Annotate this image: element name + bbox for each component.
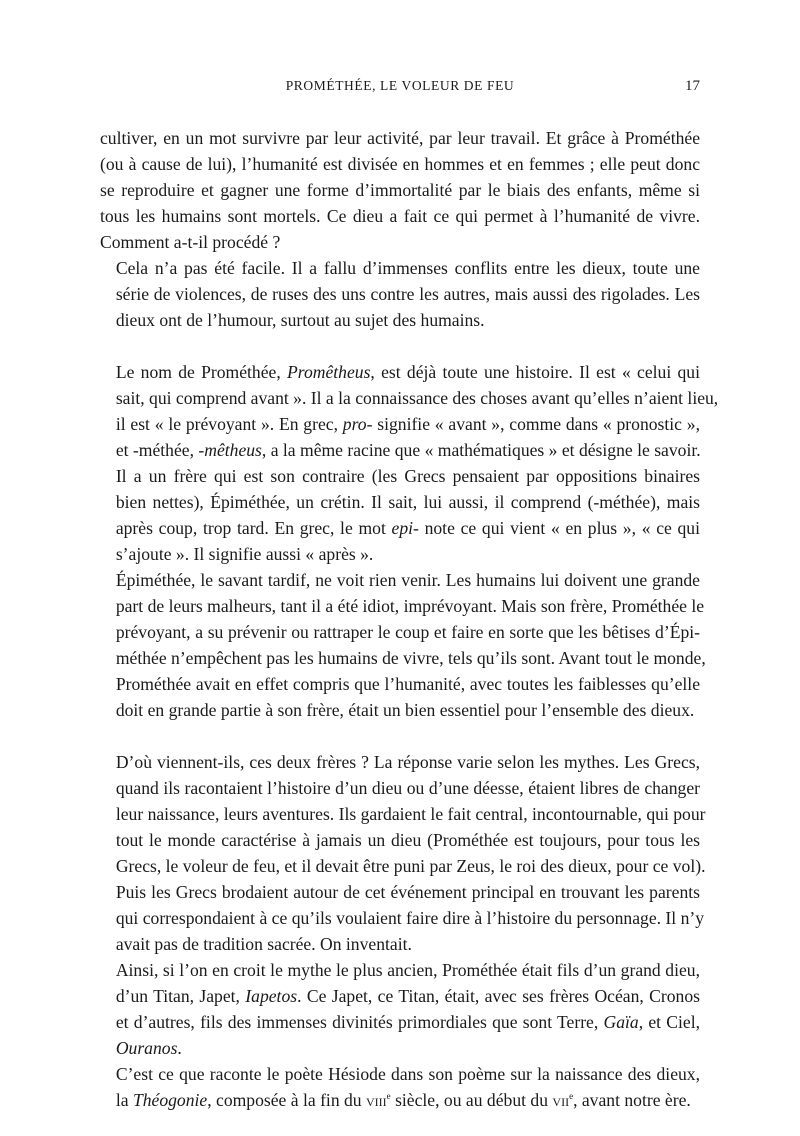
text-run: cultiver, en un mot survivre par leur activité, par leur travail. Et grâce à Prométhée: [100, 128, 700, 148]
text-line: [100, 619, 700, 645]
text-line: [100, 671, 700, 697]
text-line: [100, 957, 700, 983]
italic-term: Ouranos: [115, 1038, 178, 1058]
paragraph: [100, 125, 700, 255]
italic-term: Promêtheus: [287, 362, 371, 382]
superscript: e: [386, 1091, 391, 1101]
text-line: [100, 1061, 700, 1087]
roman-numeral: viii: [366, 1090, 387, 1110]
text-line: [100, 853, 706, 879]
text-line: [100, 931, 700, 957]
paragraph: [100, 463, 700, 567]
italic-term: pro-: [342, 414, 373, 434]
text-run: Cela n’a pas été facile. Il a fallu d’immenses conflits entre les dieux, toute une: [115, 258, 700, 278]
text-line: [100, 151, 700, 177]
text-run: , avant notre ère.: [573, 1090, 691, 1110]
text-line: [100, 229, 700, 255]
text-line: [100, 1009, 700, 1035]
text-run: tous les humains sont mortels. Ce dieu a fait ce qui permet à l’humanité de vivre.: [100, 206, 700, 226]
text-run: Épiméthée, le savant tardif, ne voit rien venir. Les humains lui doivent une grande: [115, 570, 700, 590]
text-run: , a la même racine que « mathématiques » et désigne le savoir.: [261, 440, 701, 460]
text-line: [100, 515, 700, 541]
running-head: [100, 78, 700, 102]
text-line: [100, 489, 700, 515]
superscript: e: [569, 1091, 574, 1101]
text-run: , est déjà toute une histoire. Il est « celui qui: [370, 362, 700, 382]
text-line: [100, 1087, 700, 1113]
text-line: [100, 437, 700, 463]
text-run: Ainsi, si l’on en croit le mythe le plus ancien, Prométhée était fils d’un grand dieu,: [115, 960, 700, 980]
text-run: s’ajoute ». Il signifie aussi « après ».: [115, 544, 374, 564]
text-line: [100, 281, 700, 307]
text-run: . Ce Japet, ce Titan, était, avec ses frères Océan, Cronos: [297, 986, 700, 1006]
text-line: [100, 749, 700, 775]
text-run: Prométhée avait en effet compris que l’humanité, avec toutes les faiblesses qu’elle: [115, 674, 700, 694]
text-line: [100, 645, 706, 671]
text-line: [100, 411, 700, 437]
text-run: tout le monde caractérise à jamais un dieu (Prométhée est toujours, pour tous les: [115, 830, 700, 850]
text-run: Le nom de Prométhée,: [115, 362, 288, 382]
text-line: [100, 385, 719, 411]
text-run: se reproduire et gagner une forme d’immortalité par le biais des enfants, même si: [100, 180, 700, 200]
text-run: doit en grande partie à son frère, était un bien essentiel pour l’ensemble des dieux.: [115, 700, 695, 720]
text-run: prévoyant, a su prévenir ou rattraper le coup et faire en sorte que les bêtises d’Épi-: [115, 622, 700, 642]
italic-term: epi-: [391, 518, 419, 538]
text-line: [100, 905, 705, 931]
text-line: [100, 593, 705, 619]
text-run: dieux ont de l’humour, surtout au sujet des humains.: [115, 310, 485, 330]
text-run: série de violences, de ruses des uns contre les autres, mais aussi des rigolades. Les: [115, 284, 700, 304]
text-line: [100, 1035, 700, 1061]
text-run: leur naissance, leurs aventures. Ils gardaient le fait central, incontournable, qui pour: [115, 804, 706, 824]
text-line: [100, 567, 700, 593]
text-line: [100, 307, 700, 333]
text-run: qui correspondaient à ce qu’ils voulaient faire dire à l’histoire du personnage. Il n’y: [115, 908, 705, 928]
text-run: D’où viennent-ils, ces deux frères ? La réponse varie selon les mythes. Les Grecs,: [115, 752, 700, 772]
paragraph: [100, 359, 719, 463]
text-line: [100, 203, 700, 229]
text-line: [100, 697, 700, 723]
text-line: [100, 827, 700, 853]
text-run: il est « le prévoyant ». En grec,: [115, 414, 343, 434]
text-line: [100, 541, 700, 567]
running-title: PROMÉTHÉE, LE VOLEUR DE FEU: [285, 78, 515, 93]
text-run: .: [177, 1038, 182, 1058]
text-run: d’un Titan, Japet,: [115, 986, 246, 1006]
text-run: , composée à la fin du: [207, 1090, 367, 1110]
text-run: méthée n’empêchent pas les humains de vivre, tels qu’ils sont. Avant tout le monde,: [115, 648, 706, 668]
italic-term: -mêtheus: [198, 440, 262, 460]
text-run: avait pas de tradition sacrée. On inventait.: [115, 934, 412, 954]
italic-term: Iapetos: [245, 986, 298, 1006]
text-line: [100, 879, 700, 905]
text-run: part de leurs malheurs, tant il a été idiot, imprévoyant. Mais son frère, Prométhée le: [115, 596, 705, 616]
text-line: [100, 463, 700, 489]
body-text: [100, 125, 719, 1113]
text-run: Grecs, le voleur de feu, et il devait être puni par Zeus, le roi des dieux, pour ce vol).: [115, 856, 706, 876]
text-run: bien nettes), Épiméthée, un crétin. Il sait, lui aussi, il comprend (-méthée), mais: [115, 492, 700, 512]
text-run: , et Ciel,: [638, 1012, 700, 1032]
paragraph: [100, 957, 700, 1061]
text-line: [100, 801, 706, 827]
text-line: [100, 255, 700, 281]
paragraph: [100, 749, 706, 957]
text-line: [100, 177, 700, 203]
roman-numeral: vii: [552, 1090, 570, 1110]
text-run: Puis les Grecs brodaient autour de cet événement principal en trouvant les parents: [115, 882, 700, 902]
text-run: signifie « avant », comme dans « pronostic »,: [372, 414, 700, 434]
paragraph: [100, 255, 700, 333]
text-run: sait, qui comprend avant ». Il a la connaissance des choses avant qu’elles n’aient lieu,: [115, 388, 719, 408]
text-run: (ou à cause de lui), l’humanité est divisée en hommes et en femmes ; elle peut donc: [100, 154, 700, 174]
text-run: Il a un frère qui est son contraire (les Grecs pensaient par oppositions binaires: [115, 466, 700, 486]
text-run: siècle, ou au début du: [390, 1090, 553, 1110]
paragraph: [100, 1061, 700, 1113]
text-run: quand ils racontaient l’histoire d’un dieu ou d’une déesse, étaient libres de changer: [115, 778, 700, 798]
paragraph: [100, 567, 706, 723]
text-line: [100, 775, 700, 801]
text-run: et d’autres, fils des immenses divinités primordiales que sont Terre,: [115, 1012, 604, 1032]
text-run: C’est ce que raconte le poète Hésiode dans son poème sur la naissance des dieux,: [115, 1064, 700, 1084]
text-line: [100, 983, 700, 1009]
italic-term: Théogonie: [132, 1090, 208, 1110]
text-run: après coup, trop tard. En grec, le mot: [115, 518, 392, 538]
text-run: et -méthée,: [115, 440, 199, 460]
italic-term: Gaïa: [603, 1012, 639, 1032]
text-run: Comment a-t-il procédé ?: [100, 232, 281, 252]
text-line: [100, 359, 700, 385]
text-run: la: [115, 1090, 133, 1110]
text-run: note ce qui vient « en plus », « ce qui: [418, 518, 700, 538]
page-number: 17: [685, 78, 700, 94]
text-line: [100, 125, 700, 151]
